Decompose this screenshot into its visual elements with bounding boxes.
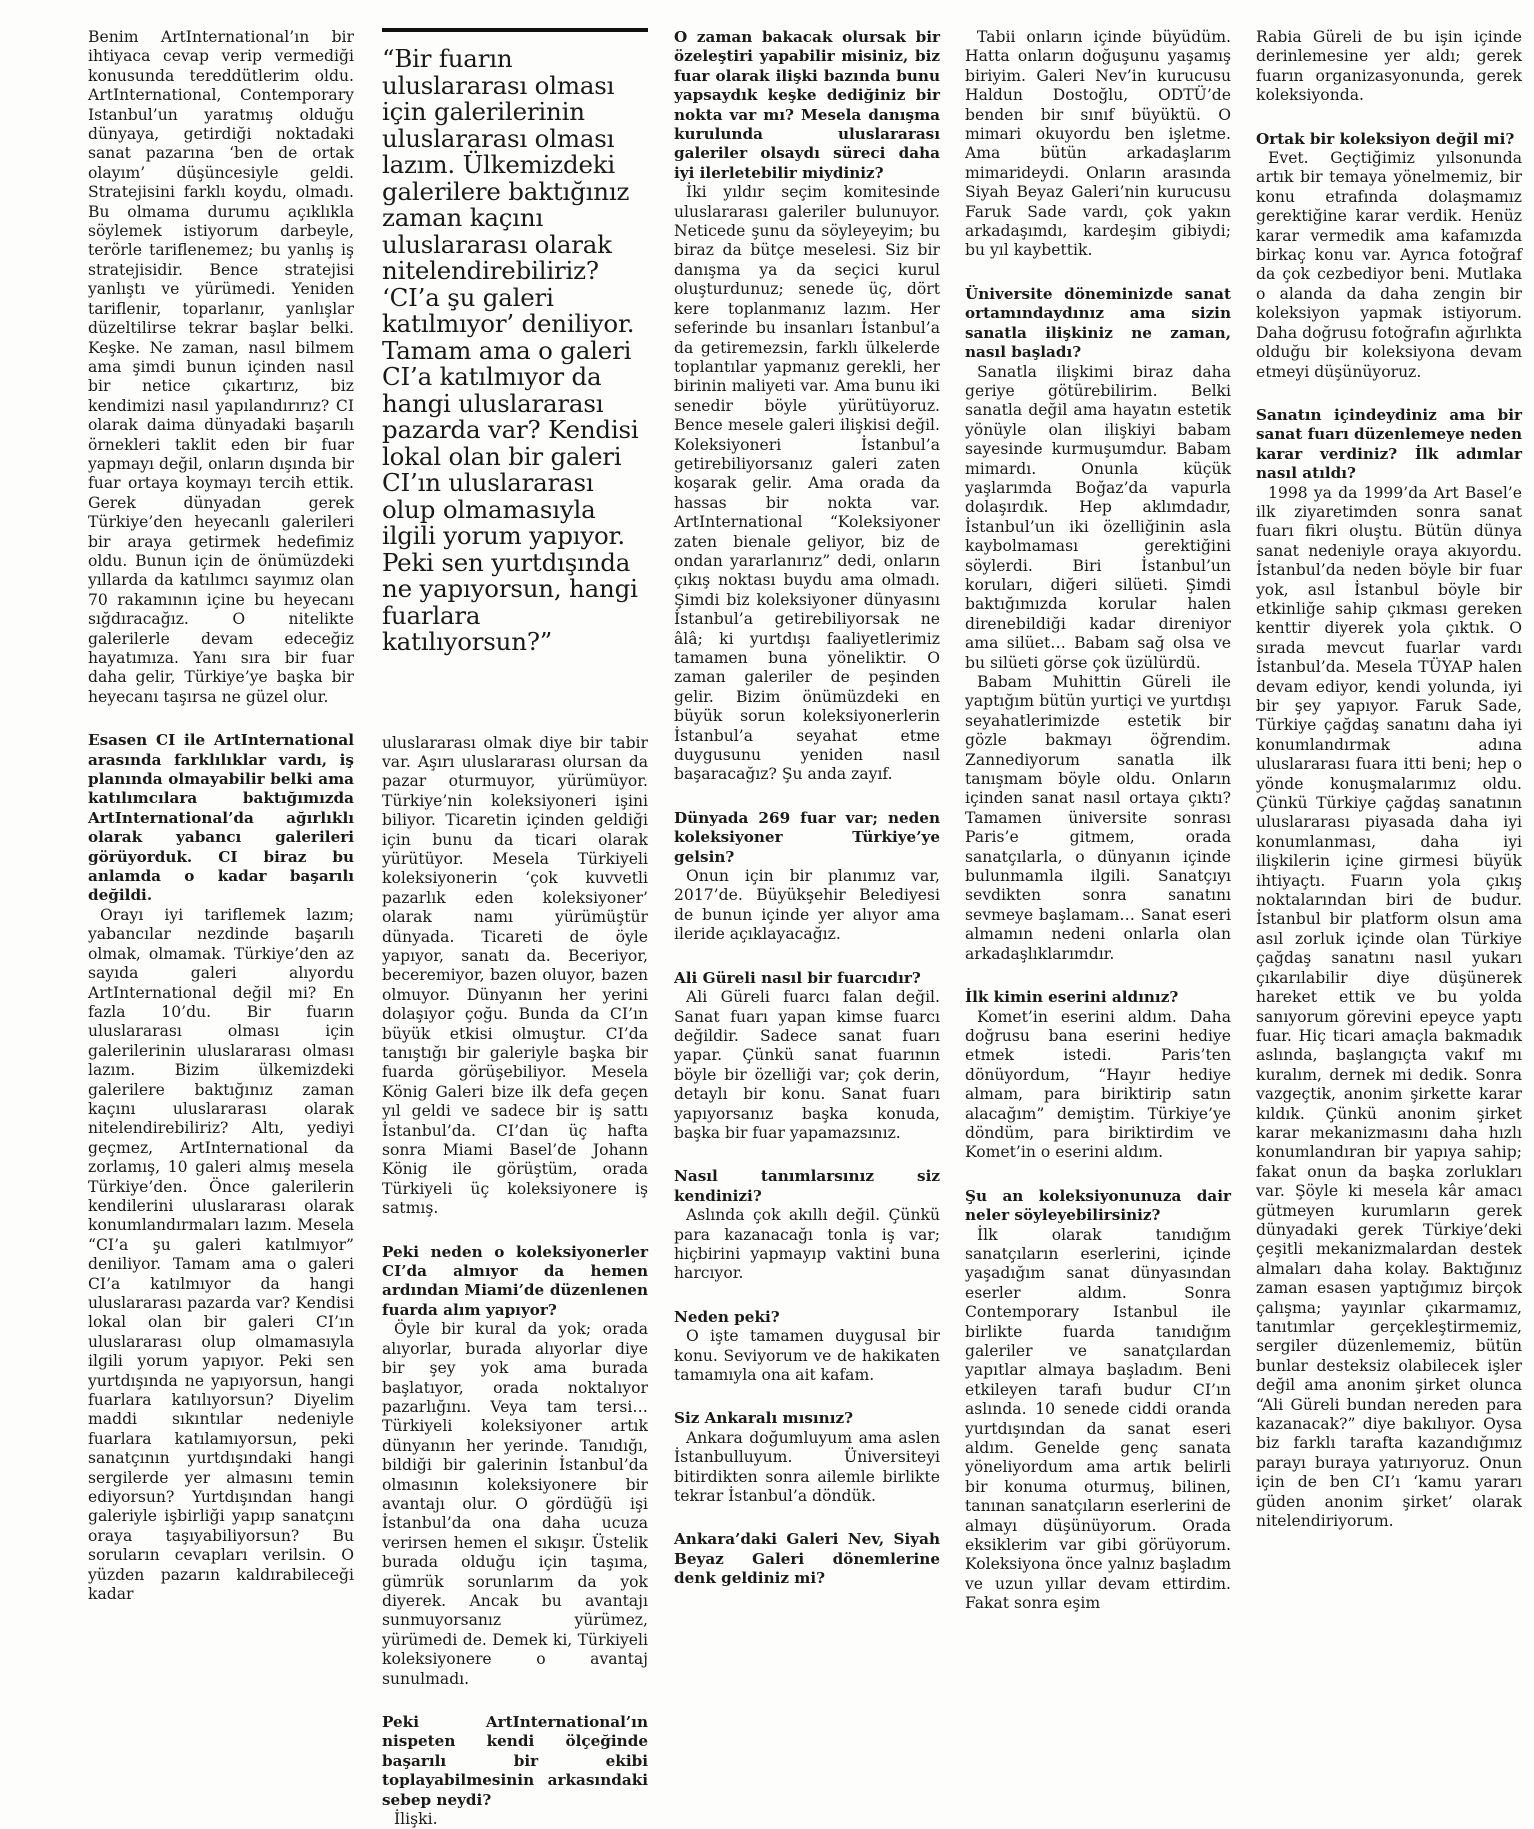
article-column-5 [1256,28,1522,1531]
paragraph: Öyle bir kural da yok; orada alıyorlar, burada alıyorlar diye bir şey yok ama burada başlatıyor, orada noktalıyor pazarlığını. Veya tam tersi…Türkiyeli koleksiyoner artık dünyanın her yerinde. Tanıdığı, bildiği bir galerinin İstanbul’da olmasının koleksiyonere bir avantajı olur. O gördüğü işi İstanbul’da ona daha ucuza verirsen hemen el sıkışır. Üstelik burada olduğu için taşıma, gümrük sorunlarım da yok diyerek. Ancak bu avantajı sunmuyorsanız yürümez, yürümedi de. Demek ki, Türkiyeli koleksiyonere o avantaj sunulmadı. [382,1320,648,1688]
paragraph: Onun için bir planımız var, 2017’de. Büyükşehir Belediyesi de bunun içinde yer alıyor ama ileride açıklayacağız. [674,867,940,944]
interview-question: İlk kimin eserini aldınız? [965,988,1179,1007]
paragraph: Benim ArtInternational’ın bir ihtiyaca cevap verip vermediği konusunda tereddütlerim oldu. ArtInternational, Contemporary Istanbul’un yaratmış olduğu dünyaya, getirdiği noktadaki sanat pazarına ‘ben de ortak olayım’ düşüncesiyle geldi. Stratejisini farklı koydu, olmadı. Bu olmama durumu açıklıkla söylemek istiyorum darbeyle, terörle tariflenemez; bu yanlış iş stratejisidir. Bence stratejisi yanlıştı ve yürümedi. Yeniden tariflenir, toparlanır, yanlışlar düzeltilirse tekrar başlar belki. Keşke. Ne zaman, nasıl bilmem ama şimdi bunun içinden nasıl bir netice çıkartırız, biz kendimizi nasıl yapılandırırız? CI olarak daima dünyadaki başarılı örnekleri taklit eden bir fuar yapmayı değil, onların dışında bir fuar ortaya koymayı tercih ettik. Gerek dünyadan gerek Türkiye’den heyecanlı galerileri bir araya getirmek hedefimiz oldu. Bunun için de önümüzdeki yıllarda da katılımcı sayımız olan 70 rakamının içine bu heyecanı sığdıracağız. O nitelikte galerilerle devam edeceğiz hayatımıza. Yanı sıra bir fuar daha gelir, Türkiye’ye başka bir heyecanı taşırsa ne güzel olur. [88,28,354,706]
interview-question: Siz Ankaralı mısınız? [674,1409,854,1428]
paragraph: Tabii onların içinde büyüdüm. Hatta onların doğuşunu yaşamış biriyim. Galeri Nev’in kurucusu Haldun Dostoğlu, ODTÜ’de benden bir sınıf büyüktü. O mimari okuyordu ben işletme. Ama bütün arkadaşlarım mimarideydi. Onların arasında Siyah Beyaz Galeri’nin kurucusu Faruk Sade vardı, çok yakın arkadaşımdı, kardeşim gibiydi; bu yıl kaybettik. [965,28,1231,260]
interview-question: Peki ArtInternational’ın nispeten kendi ölçeğinde başarılı bir ekibi toplayabilmesinin arkasındaki sebep neydi? [382,1713,648,1809]
paragraph: 1998 ya da 1999’da Art Basel’e ilk ziyaretimden sonra sanat fuarı fikri oluştu. Bütün dünya sanat nedeniyle oraya akıyordu. İstanbul’da neden böyle bir fuar yok, asıl İstanbul böyle bir etkinliğe sahip çıkması gereken kenttir diyerek yola çıktık. O sırada mevcut fuarlar vardı İstanbul’da. Mesela TÜYAP halen devam ediyor, kendi yolunda, iyi bir şey yapıyor. Faruk Sade, Türkiye çağdaş sanatını daha iyi konumlandırmak adına uluslararası fuara itti beni; hep o yönde konuşmalarımız oldu. Çünkü Türkiye çağdaş sanatının uluslararası piyasada daha iyi konumlanması, daha iyi ilişkilerin içine girmesi büyük ihtiyaçtı. Fuarın yola çıkış noktalarından biri de budur. İstanbul bir platform olsun ama asıl zorluk içinde olan Türkiye çağdaş sanatını nasıl yukarı çıkarılabilir diye düşünerek hareket ettik ve bu yolda sanıyorum görevini epeyce yaptı fuar. Hiç ticari amaçla bakmadık aslında, başlangıçta vakıf mı kuralım, dernek mi dedik. Sonra vazgeçtik, anonim şirkette karar kıldık. Çünkü anonim şirket karar mekanizmasını daha hızlı konumlandıran bir yapıya sahip; fakat onun da başka zorlukları var. Şöyle ki mesela kâr amacı gütmeyen kurumların gerek dünyadaki gerek Türkiye’deki çeşitli mekanizmalardan destek almaları daha kolay. Baktığınız zaman esasen yaptığımız birçok çalışma; yayınlar çıkarmamız, tanıtımlar gerçekleştirmemiz, sergiler düzenlememiz, bütün bunlar desteksiz olabilecek işler değil ama anonim şirket olunca “Ali Güreli bundan nereden para kazanacak?” diye bakılıyor. Oysa biz farklı tarafta kazandığımız parayı buraya yatırıyoruz. Onun için de ben CI’ı ‘kamu yararı güden anonim şirket’ olarak nitelendiriyorum. [1256,483,1522,1531]
interview-question: Sanatın içindeydiniz ama bir sanat fuarı düzenlemeye neden karar verdiniz? İlk adımlar nasıl atıldı? [1256,405,1523,483]
paragraph: Babam Muhittin Güreli ile yaptığım bütün yurtiçi ve yurtdışı seyahatlerimizde estetik bir gözle bakmayı öğrendim. Zannediyorum sanatla ilk tanışmam böyle oldu. Onların içinden sanat nasıl ortaya çıktı? Tamamen üniversite sonrası Paris’e gitmem, orada sanatçılarla, o dünyanın içinde bulunmamla ilgili. Sanatçıyı sevdikten sonra sanatını sevmeye başlamam… Sanat eseri almamın nedeni onlarla olan arkadaşlıklarımdır. [965,673,1231,963]
paragraph: Aslında çok akıllı değil. Çünkü para kazanacağı tonla iş var; hiçbirini yapmayıp vaktini buna harcıyor. [674,1206,940,1283]
article-column-2 [382,28,648,1829]
interview-question: Ortak bir koleksiyon değil mi? [1256,129,1515,148]
interview-question: O zaman bakacak olursak bir özeleştiri yapabilir misiniz, biz fuar olarak ilişki bazında bunu yapsaydık keşke dediğiniz bir nokta var mı? Mesela danışma kurulunda uluslararası galeriler olsaydı süreci daha iyi ilerletebilir miydiniz? [674,28,940,182]
interview-question: Nasıl tanımlarsınız siz kendinizi? [674,1167,940,1205]
paragraph: Rabia Güreli de bu işin içinde derinlemesine yer aldı; gerek fuarın organizasyonunda, gerek koleksiyonda. [1256,28,1522,105]
interview-question: Dünyada 269 fuar var; neden koleksiyoner Türkiye’ye gelsin? [674,808,940,866]
paragraph: İlişki. [394,1810,438,1829]
article-column-1 [88,28,354,1605]
paragraph: Sanatla ilişkimi biraz daha geriye götürebilirim. Belki sanatla değil ama hayatın estetik yönüyle olan ilişkiyi babam sayesinde kurmuşumdur. Babam mimardı. Onunla küçük yaşlarımda Boğaz’da vapurla dolaşırdık. Hep aklımdadır, İstanbul’un iki özelliğinin asla kaybolmaması gerektiğini söylerdi. Biri İstanbul’un koruları, diğeri silüeti. Şimdi baktığımızda korular halen direnebildiği kadar direniyor ama silüet… Babam sağ olsa ve bu silüeti görse çok üzülürdü. [965,362,1231,672]
paragraph: İki yıldır seçim komitesinde uluslararası galeriler bulunuyor. Neticede şunu da söyleyeyim; bu biraz da bütçe meselesi. Siz bir danışma ya da seçici kurul oluşturdunuz; senede üç, dört kere toplanmanız lazım. Her seferinde bu insanları İstanbul’a da getiremezsin, farklı ülkelerde toplantılar yapmanız gerekli, her birinin maliyeti var. Ama bunu iki senedir böyle yürütüyoruz. Bence mesele galeri ilişkisi değil. Koleksiyoneri İstanbul’a getirebiliyorsanız galeri zaten koşarak gelir. Ama orada da hassas bir nokta var. ArtInternational “Koleksiyoner zaten bienale geliyor, biz de ondan yararlanırız” dedi, onların çıkış noktası buydu ama olmadı. Şimdi biz koleksiyoner dünyasını İstanbul’a getirebiliyorsak ne âlâ; ki yurtdışı faaliyetlerimiz tamamen buna yöneliktir. O zaman galeriler de peşinden gelir. Bizim önümüzdeki en büyük sorun koleksiyonerlerin İstanbul’a seyahat etme duygusunu yeniden nasıl başaracağız? Şu anda zayıf. [674,183,940,784]
paragraph: O işte tamamen duygusal bir konu. Seviyorum ve de hakikaten tamamıyla ona ait kafam. [674,1327,940,1384]
paragraph: Ankara doğumluyum ama aslen İstanbulluyum. Üniversiteyi bitirdikten sonra ailemle birlikte tekrar İstanbul’a döndük. [674,1428,940,1506]
paragraph: Ali Güreli fuarcı falan değil. Sanat fuarı yapan kimse fuarcı değildir. Sadece sanat fuarı yapar. Çünkü sanat fuarının böyle bir özelliği var; çok derin, detaylı bir konu. Sanat fuarı yapıyorsanız başka konuda, başka bir fuar yapamazsınız. [674,988,940,1142]
interview-question: Üniversite döneminizde sanat ortamındaydınız ama sizin sanatla ilişkiniz ne zaman, nasıl başladı? [965,284,1231,362]
paragraph: Evet. Geçtiğimiz yılsonunda artık bir temaya yönelmemiz, bir konu etrafında dolaşmamız gerektiğine karar verdik. Henüz karar vermedik ama kafamızda birkaç konu var. Ayrıca fotoğraf da çok cezbediyor beni. Mutlaka o alanda da daha zengin bir koleksiyon yapmak istiyorum. Daha doğrusu fotoğrafın ağırlıkta olduğu bir koleksiyona devam etmeyi düşünüyoruz. [1256,149,1522,381]
paragraph: uluslararası olmak diye bir tabir var. Aşırı uluslararası olursan da pazar oturmuyor, yürümüyor. Türkiye’nin koleksiyoneri işini biliyor. Ticaretin içinden geldiği için bunu da ticari olarak yürütüyor. Mesela Türkiyeli koleksiyonerin ‘çok kuvvetli pazarlık eden koleksiyoner’ olarak namı yürümüştür dünyada. Ticareti de öyle yapıyor, sanatı da. Beceriyor, beceremiyor, bazen oluyor, bazen olmuyor. Dünyanın her yerini dolaşıyor çoğu. Bunda da CI’ın büyük etkisi olmuştur. CI’da tanıştığı bir galeriyle başka bir fuarda görüşebiliyor. Mesela König Galeri bize ilk defa geçen yıl geldi ve sadece bir iş sattı İstanbul’da. CI’dan üç hafta sonra Miami Basel’de Johann König ile görüştüm, orada Türkiyeli üç koleksiyonere iş satmış. [382,733,648,1218]
paragraph: İlk olarak tanıdığım sanatçıların eserlerini, içinde yaşadığım sanat dünyasından eserler aldım. Sonra Contemporary Istanbul ile birlikte fuarda tanıdığım galeriler ve sanatçılardan yapıtlar almaya başladım. Beni etkileyen tarafı budur CI’ın aslında. 10 senede ciddi oranda yurtdışından da sanat eseri aldım. Genelde genç sanata yöneliyordum ama artık belirli bir konuma oturmuş, bilinen, tanınan sanatçıların eserlerini de almayı düşünüyorum. Orada eksiklerim var gibi görüyorum. Koleksiyona önce yalnız başladım ve uzun yıllar devam ettirdim. Fakat sonra eşim [965,1225,1231,1613]
interview-question: Peki neden o koleksiyonerler CI’da almıyor da hemen ardından Miami’de düzenlenen fuarda alım yapıyor? [382,1242,648,1319]
interview-question: Ankara’daki Galeri Nev, Siyah Beyaz Galeri dönemlerine denk geldiniz mi? [674,1530,940,1588]
article-column-4 [965,28,1231,1614]
interview-question: Neden peki? [674,1307,780,1326]
pull-quote: “Bir fuarın uluslararası olması için galerilerinin uluslararası olması lazım. Ülkemizdeki galerilere baktığınız zaman kaçını uluslararası olarak nitelendirebiliriz? ‘CI’a şu galeri katılmıyor’ deniliyor. Tamam ama o galeri CI’a katılmıyor da hangi uluslararası pazarda var? Kendisi lokal olan bir galeri CI’ın uluslararası olup olmamasıyla ilgili yorum yapıyor. Peki sen yurtdışında ne yapıyorsun, hangi fuarlara katılıyorsun?” [382,28,648,656]
interview-question: Şu an koleksiyonunuza dair neler söyleyebilirsiniz? [965,1186,1231,1225]
interview-question: Esasen CI ile ArtInternational arasında farklılıklar vardı, iş planında olmayabilir belki ama katılımcılara baktığımızda ArtInternational’da ağırlıklı olarak yabancı galerileri görüyorduk. CI biraz bu anlamda o kadar başarılı değildi. [88,731,354,905]
interview-question: Ali Güreli nasıl bir fuarcıdır? [674,968,921,987]
paragraph: Orayı iyi tariflemek lazım; yabancılar nezdinde başarılı olmak, olmamak. Türkiye’den az sayıda galeri alıyordu ArtInternational değil mi? En fazla 10’du. Bir fuarın uluslararası olması için galerilerinin uluslararası olması lazım. Bizim ülkemizdeki galerilere baktığınız zaman kaçını uluslararası olarak nitelendirebiliriz? Altı, yediyi geçmez, ArtInternational da zorlamış, 10 galeri almış mesela Türkiye’den. Önce galerilerin kendilerini uluslararası olarak konumlandırmaları lazım. Mesela “CI’a şu galeri katılmıyor” deniliyor. Tamam ama o galeri CI’a katılmıyor da hangi uluslararası pazarda var? Kendisi lokal olan bir galeri CI’ın uluslararası olup olmamasıyla ilgili yorum yapıyor. Peki sen yurtdışında ne yapıyorsun, hangi fuarlara katılıyorsun? Diyelim maddi sıkıntılar nedeniyle fuarlara katılamıyorsun, peki sanatçının yurtdışındaki hangi sergilerde yer almasını temin ediyorsun? Yurtdışından hangi galeriyle işbirliği yapıp sanatçını oraya taşıyabiliyorsun? Bu soruların cevapları verilsin. O yüzden pazarın kaldırabileceği kadar [88,905,354,1604]
paragraph: Komet’in eserini aldım. Daha doğrusu bana eserini hediye etmek istedi. Paris’ten dönüyordum, “Hayır hediye almam, para biriktirip satın alacağım” demiştim. Türkiye’ye döndüm, para biriktirdim ve Komet’in o eserini aldım. [965,1007,1231,1162]
article-column-3 [674,28,940,1589]
